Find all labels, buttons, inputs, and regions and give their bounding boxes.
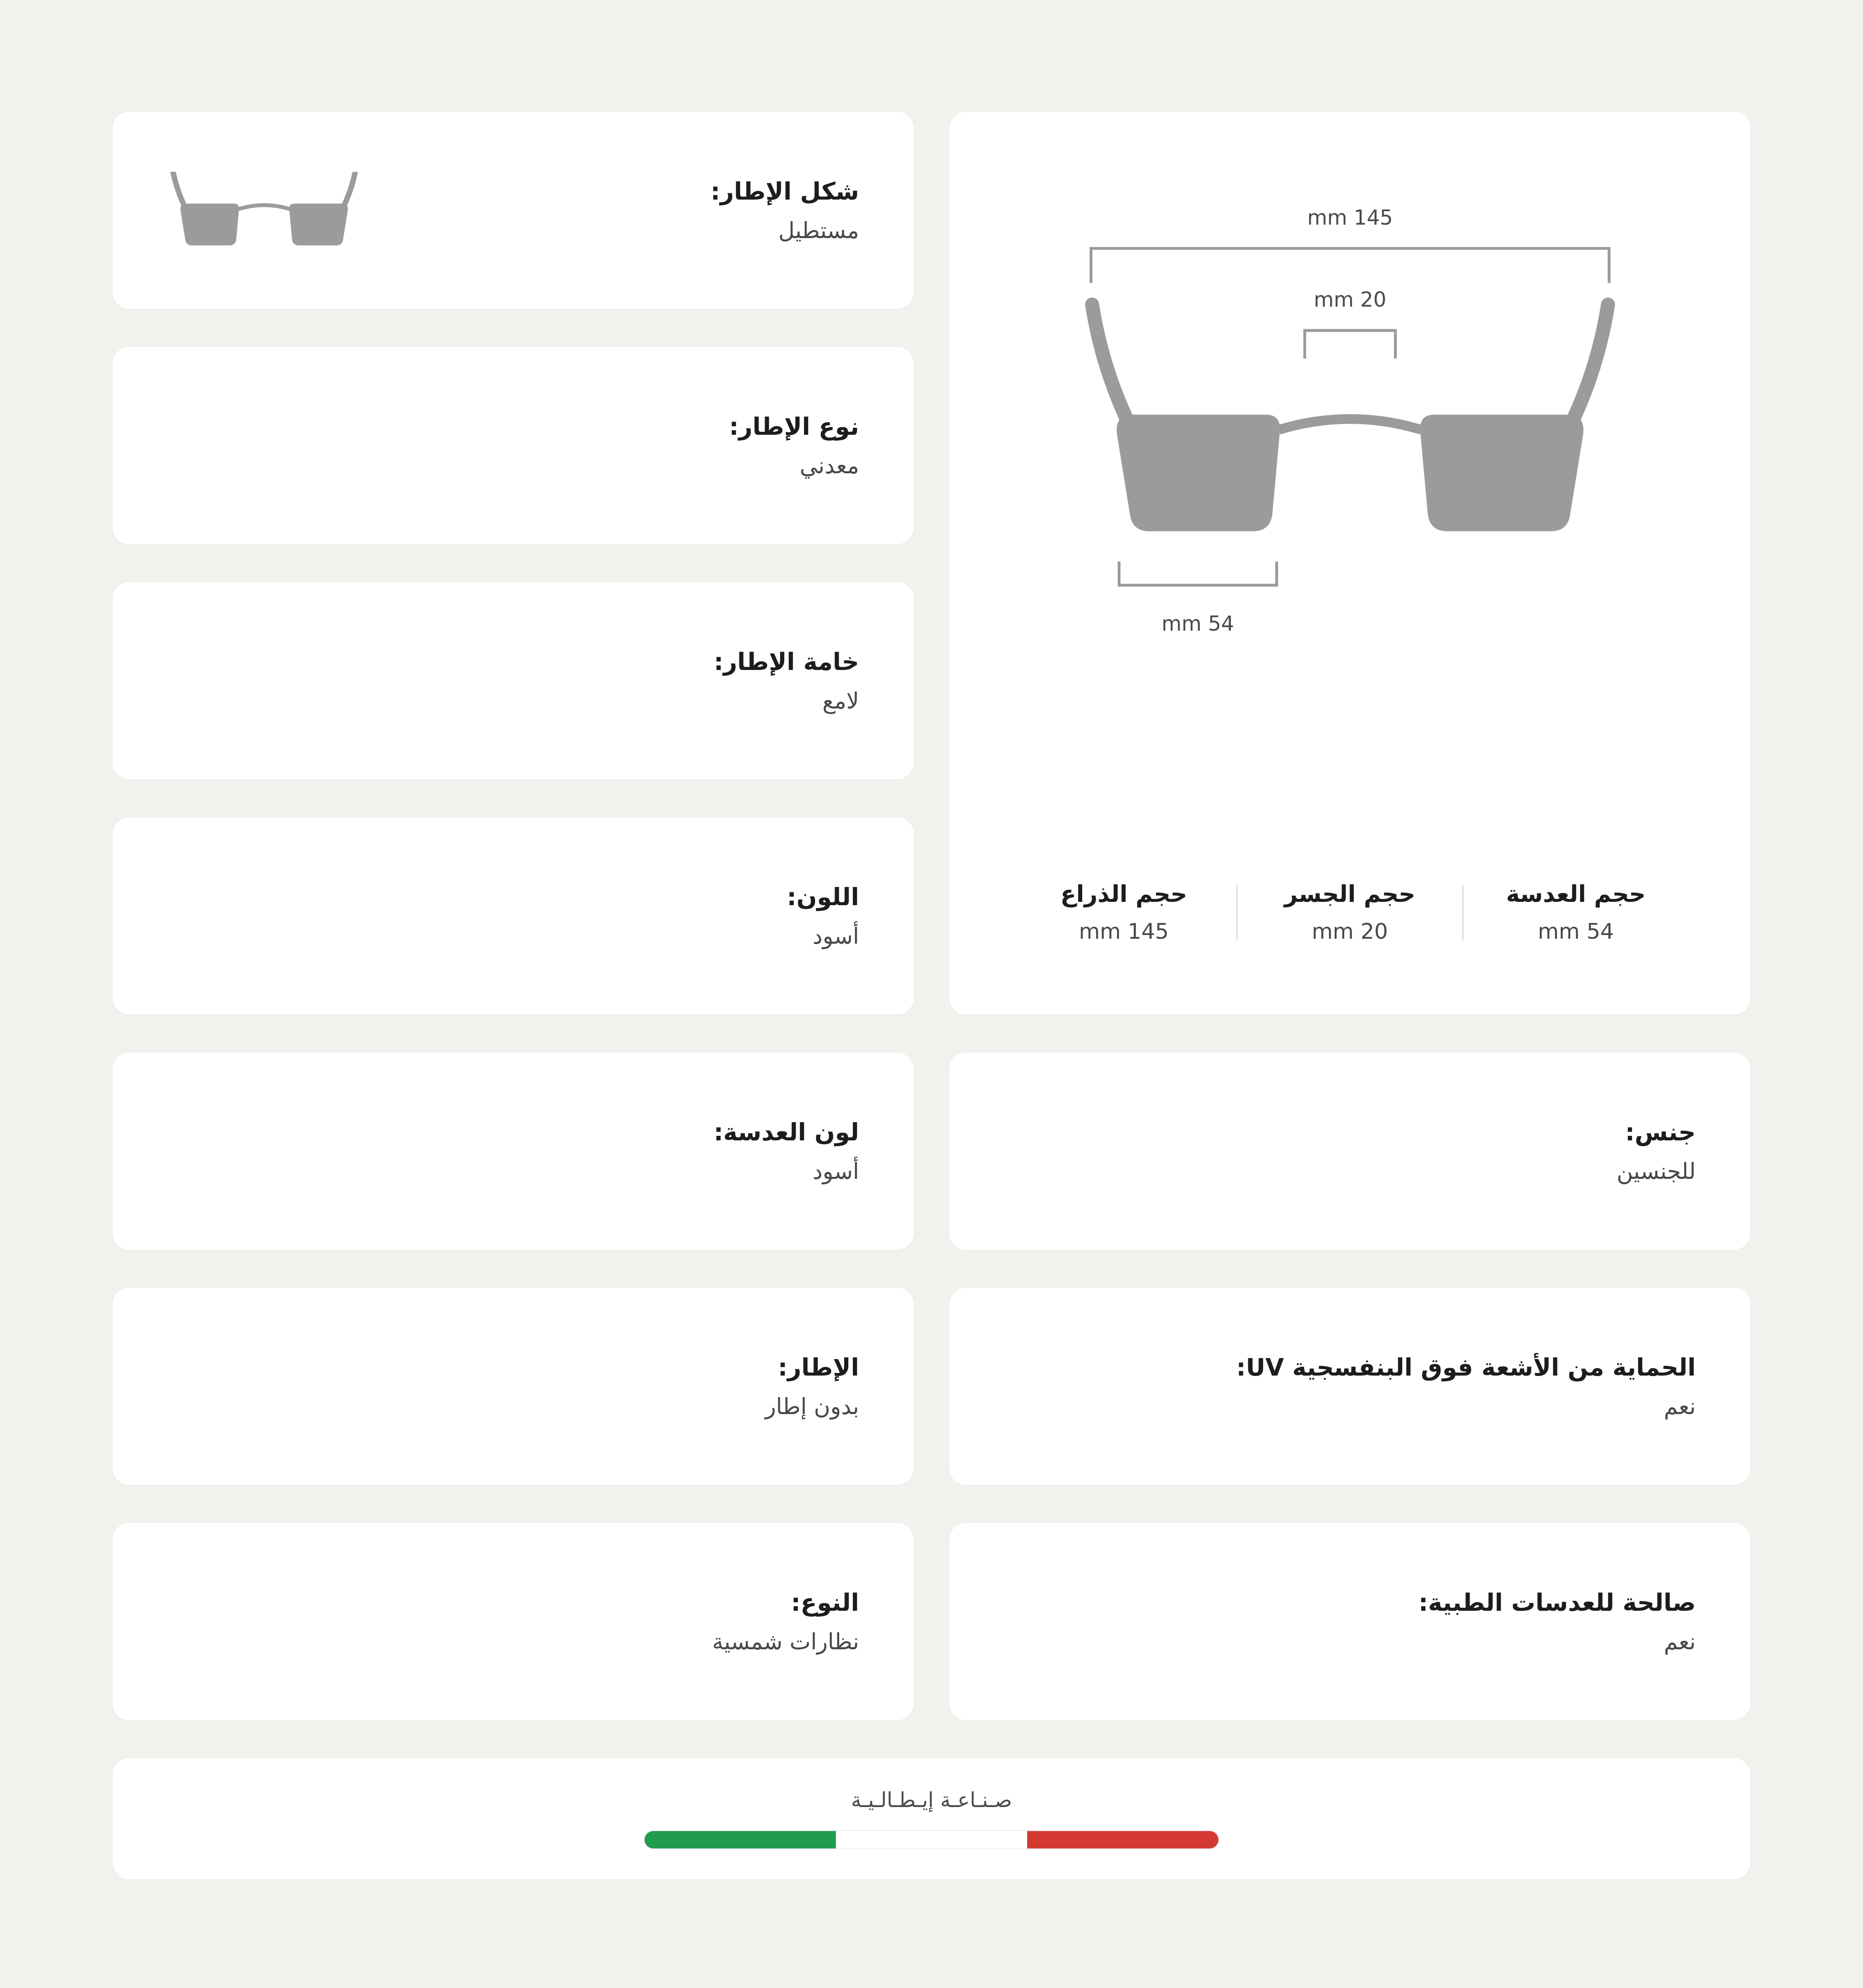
bridge-width-bracket: [1305, 330, 1395, 359]
spec-text: [714, 1116, 859, 1187]
spec-value: أسود: [812, 1158, 859, 1184]
spec-text: [1418, 1586, 1696, 1658]
right-column: [949, 112, 1750, 1720]
spec-text: [710, 175, 859, 246]
spec-value: مستطيل: [778, 217, 859, 243]
left-temple-arm: [1092, 304, 1127, 421]
spec-label: نوع الإطار:: [729, 412, 859, 441]
spec-text: [712, 1586, 859, 1658]
spec-card-frame-type: [113, 347, 914, 544]
measurements-row: [995, 881, 1705, 944]
total-width-label: 145 mm: [1307, 205, 1393, 230]
spec-label: النوع:: [791, 1588, 859, 1617]
measure-value: 145 mm: [1078, 919, 1169, 944]
measure-separator: [1462, 885, 1463, 940]
right-temple-arm: [1572, 304, 1608, 421]
spec-label: الحماية من الأشعة فوق البنفسجية UV:: [1236, 1353, 1696, 1381]
spec-value: معدني: [799, 452, 859, 479]
italy-flag-bar: [644, 1830, 1219, 1849]
spec-label: شكل الإطار:: [710, 177, 859, 205]
spec-card-frame-shape: [113, 112, 914, 309]
measure-value: 54 mm: [1538, 919, 1614, 944]
sunglasses-measurement-diagram: [1048, 199, 1652, 663]
spec-card-gender: [949, 1053, 1750, 1250]
lens-width-label: 54 mm: [1161, 611, 1234, 636]
lens-width-bracket: [1119, 561, 1277, 585]
total-width-bracket: [1091, 248, 1609, 283]
made-in-italy-card: [113, 1758, 1750, 1879]
measure-title: حجم العدسة: [1506, 881, 1646, 908]
spec-label: لون العدسة:: [713, 1118, 859, 1146]
bridge: [1278, 419, 1421, 430]
spec-value: للجنسين: [1616, 1158, 1696, 1184]
sunglasses-diagram-icon: [1048, 199, 1652, 663]
measure-title: حجم الجسر: [1284, 881, 1415, 908]
spec-value: لامع: [822, 687, 859, 714]
spec-text: [1617, 1116, 1696, 1187]
spec-label: جنس:: [1625, 1118, 1696, 1146]
sunglasses-icon: [167, 172, 361, 249]
spec-text: [765, 1351, 859, 1422]
spec-label: صالحة للعدسات الطبية:: [1418, 1588, 1696, 1617]
spec-card-rim: [113, 1288, 914, 1485]
spec-text: [787, 880, 859, 952]
spec-value: نعم: [1663, 1628, 1696, 1655]
spec-card-frame-material: [113, 582, 914, 779]
measure-lens-size: [1463, 881, 1688, 944]
measure-title: حجم الذراع: [1060, 881, 1187, 908]
size-diagram-card: [949, 112, 1750, 1014]
spec-columns: [113, 112, 1750, 1720]
spec-text: [1236, 1351, 1696, 1422]
made-in-italy-text: صـنـاعـة إيـطـالـيـة: [851, 1788, 1012, 1812]
spec-label: اللون:: [787, 882, 859, 911]
right-lens: [1420, 414, 1583, 531]
flag-green-segment: [645, 1831, 836, 1848]
flag-red-segment: [1027, 1831, 1218, 1848]
left-column: [113, 112, 914, 1720]
measure-arm-size: [1011, 881, 1236, 944]
measure-value: 20 mm: [1312, 919, 1388, 944]
spec-text: [729, 410, 859, 482]
spec-value: نعم: [1663, 1393, 1696, 1419]
measure-bridge-size: [1237, 881, 1462, 944]
spec-label: خامة الإطار:: [714, 647, 859, 676]
spec-value: بدون إطار: [765, 1393, 859, 1419]
spec-card-prescription-ready: [949, 1523, 1750, 1720]
spec-value: أسود: [812, 923, 859, 949]
spec-card-color: [113, 817, 914, 1014]
spec-label: الإطار:: [777, 1353, 859, 1381]
spec-text: [714, 645, 859, 717]
spec-card-lens-color: [113, 1053, 914, 1250]
bridge-width-label: 20 mm: [1313, 287, 1386, 312]
left-lens: [1117, 414, 1280, 531]
flag-white-segment: [836, 1831, 1027, 1848]
spec-value: نظارات شمسية: [712, 1628, 859, 1655]
measure-separator: [1236, 885, 1237, 940]
spec-card-uv-protection: [949, 1288, 1750, 1485]
spec-card-product-type: [113, 1523, 914, 1720]
